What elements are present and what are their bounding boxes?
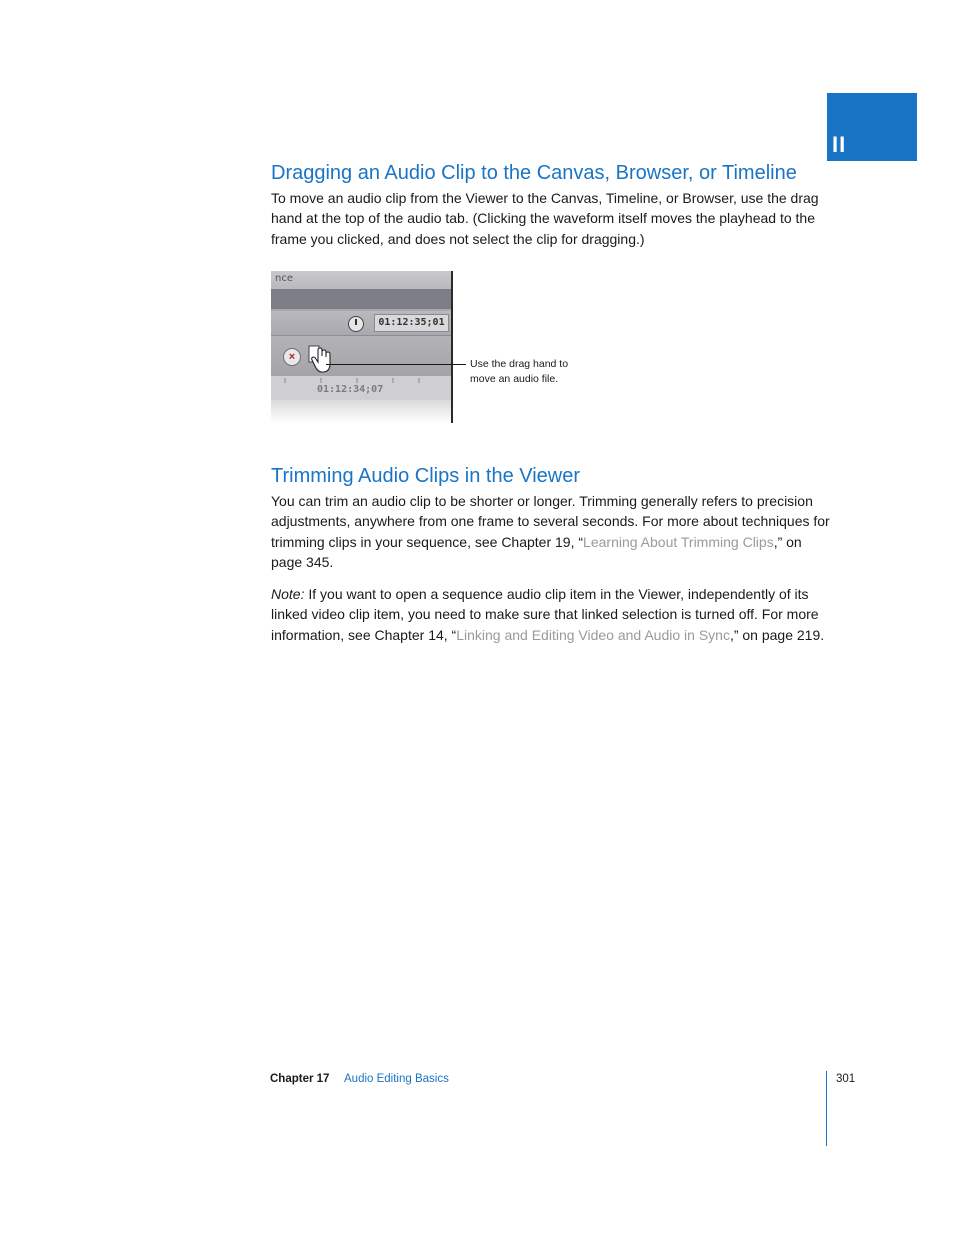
- footer-page-number: 301: [836, 1073, 856, 1085]
- timecode-field: 01:12:35;01: [374, 314, 449, 332]
- note-paragraph: Note: If you want to open a sequence audio clip item in the Viewer, independently of its linked video clip item, you need to make sure that linked selection is turned off. For more information, see Chapter 14, “Linking and Editing Video and Audio in Sync,” on page 219.: [271, 586, 825, 643]
- figure-dark-band: [271, 289, 451, 309]
- part-tab: [827, 93, 917, 161]
- section-body-trimming: You can trim an audio clip to be shorter or longer. Trimming generally refers to precision adjustments, anywhere from one frame to several seconds. For more about techniques for trimming clips in your sequence, see Chapter 19, “Learning About Trimming Clips,” on page 345.: [271, 493, 830, 570]
- footer-chapter: Chapter 17: [270, 1073, 330, 1085]
- clock-icon: [348, 316, 364, 332]
- xref-link-trimming[interactable]: Learning About Trimming Clips: [583, 533, 774, 550]
- figure-callout: Use the drag hand to move an audio file.: [470, 358, 569, 385]
- figure-timecode-row: [271, 311, 451, 336]
- figure-audio-track: [271, 336, 451, 376]
- note-label: Note:: [271, 586, 305, 602]
- figure-tab-strip: [271, 271, 451, 289]
- footer-chapter-title: Audio Editing Basics: [344, 1073, 449, 1085]
- section-body-dragging: To move an audio clip from the Viewer to the Canvas, Timeline, or Browser, use the drag hand at the top of the audio tab. (Clicking the waveform itself moves the playhead to the frame you clicked, and does not select the clip for dragging.): [271, 190, 819, 247]
- section-heading-trimming: Trimming Audio Clips in the Viewer: [271, 465, 581, 487]
- xref-link-linking[interactable]: Linking and Editing Video and Audio in Sync: [456, 626, 730, 643]
- figure-tab-text: nce: [275, 273, 293, 284]
- part-tab-label: II: [832, 132, 847, 157]
- drag-hand-icon: [307, 344, 335, 374]
- viewer-screenshot-figure: [271, 271, 453, 423]
- ruler-timecode: 01:12:34;07: [317, 384, 384, 395]
- figure-time-ruler: [271, 376, 451, 400]
- footer-divider: [826, 1071, 827, 1146]
- callout-leader-line: [326, 364, 466, 365]
- section-heading-dragging: Dragging an Audio Clip to the Canvas, Browser, or Timeline: [271, 162, 797, 184]
- close-icon: ×: [283, 348, 301, 366]
